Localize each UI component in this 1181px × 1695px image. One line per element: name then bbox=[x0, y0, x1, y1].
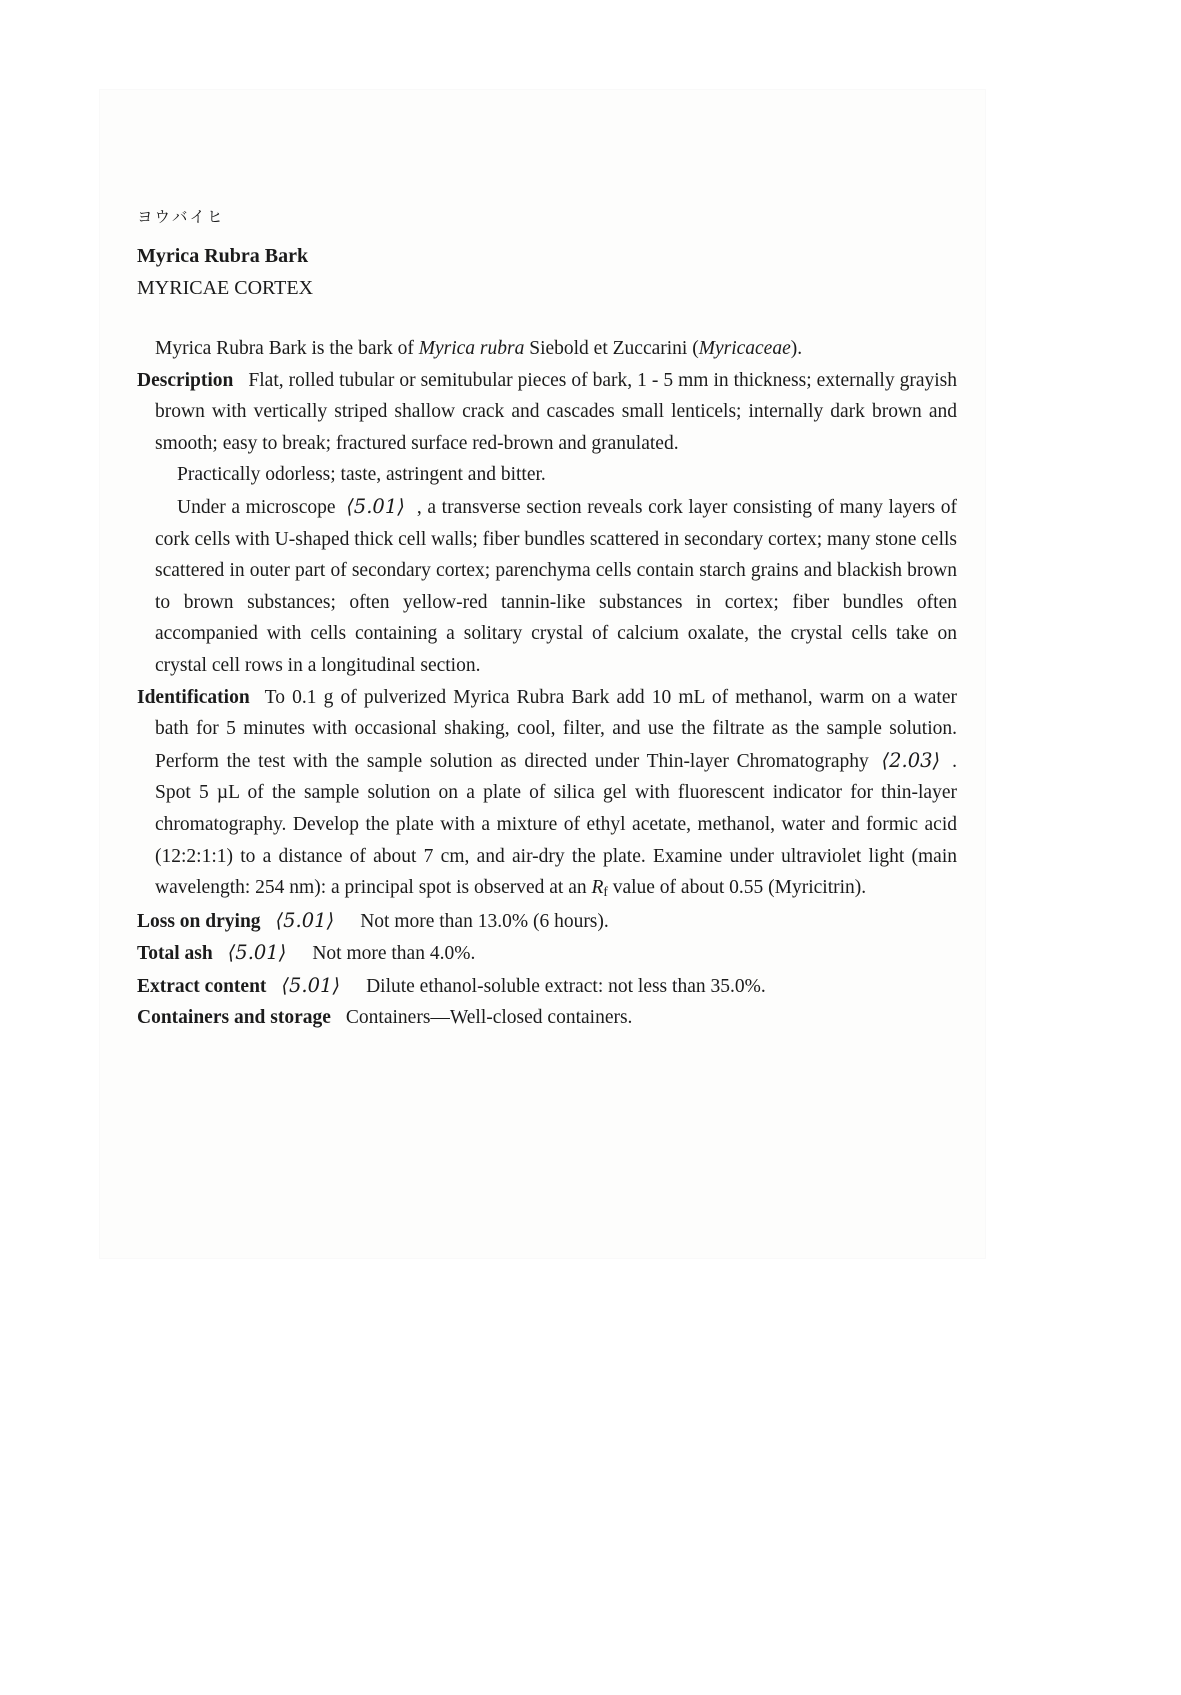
extract-content-text: Dilute ethanol-soluble extract: not less than 35.0%. bbox=[366, 975, 766, 997]
containers-storage-label: Containers and storage bbox=[137, 1007, 331, 1029]
loss-on-drying-label: Loss on drying bbox=[137, 910, 261, 932]
monograph-body bbox=[137, 333, 957, 1034]
extract-content-entry bbox=[137, 970, 957, 1003]
microscope-text: , a transverse section reveals cork layer consisting of many layers of cork cells with U-shaped thick cell walls; fiber bundles scattered in secondary cortex; many stone cells scattered in outer part of secondary cortex; parenchyma cells contain starch grains and blackish brown to brown substances; often yellow-red tannin-like substances in cortex; fiber bundles often accompanied with cells containing a solitary crystal of calcium oxalate, the crystal cells take on crystal cell rows in a longitudinal section. bbox=[155, 496, 957, 676]
document-page bbox=[100, 90, 985, 1258]
species-name-italic: Myrica rubra bbox=[418, 338, 525, 359]
identification-text: value of about 0.55 (Myricitrin). bbox=[607, 877, 867, 899]
section-ref-5-01: ⟨5.01⟩ bbox=[227, 941, 287, 965]
containers-storage-entry bbox=[137, 1002, 957, 1034]
intro-text: Siebold et Zuccarini ( bbox=[524, 338, 699, 359]
latin-title: MYRICAE CORTEX bbox=[137, 277, 314, 299]
rf-symbol: R bbox=[591, 877, 604, 899]
intro-paragraph bbox=[137, 333, 957, 365]
section-ref-5-01: ⟨5.01⟩ bbox=[275, 908, 335, 932]
identification-text: . Spot 5 µL of the sample solution on a plate of silica gel with fluorescent indicator for thin-layer chromatography. Develop the plate with a mixture of ethyl acetate, methanol, water and formic acid (12:2:1:1) to a distance of about 7 cm, and air-dry the plate. Examine under ultraviolet light (main wavelength: 254 nm): a principal spot is observed at an bbox=[155, 750, 957, 899]
description-entry bbox=[137, 365, 957, 460]
section-ref-5-01: ⟨5.01⟩ bbox=[281, 973, 341, 997]
extract-content-label: Extract content bbox=[137, 975, 267, 997]
document-content bbox=[100, 90, 985, 1034]
family-name-italic: Myricaceae bbox=[698, 338, 791, 359]
odor-text: Practically odorless; taste, astringent and bitter. bbox=[177, 464, 546, 486]
kana-title: ヨウバイヒ bbox=[137, 208, 225, 226]
containers-storage-text: Containers—Well-closed containers. bbox=[345, 1007, 633, 1029]
microscope-text: Under a microscope bbox=[177, 496, 342, 518]
total-ash-entry bbox=[137, 937, 957, 970]
identification-text: To 0.1 g of pulverized Myrica Rubra Bark add 10 mL of methanol, warm on a water bath for 5 minutes with occasional shaking, cool, filter, and use the filtrate as the sample solution. Perform the test with the sample solution as directed under Thin-layer Chromatography bbox=[155, 686, 957, 772]
description-subparagraph-microscope bbox=[155, 491, 957, 682]
rf-subscript: f bbox=[603, 884, 608, 899]
description-subparagraph-odor bbox=[155, 459, 957, 491]
monograph-title: Myrica Rubra Bark bbox=[137, 245, 309, 267]
intro-text: Myrica Rubra Bark is the bark of bbox=[155, 338, 419, 359]
section-ref-5-01: ⟨5.01⟩ bbox=[346, 494, 405, 518]
total-ash-text: Not more than 4.0%. bbox=[312, 943, 476, 965]
total-ash-label: Total ash bbox=[137, 943, 213, 965]
description-label: Description bbox=[137, 369, 234, 391]
loss-on-drying-entry bbox=[137, 905, 957, 938]
loss-on-drying-text: Not more than 13.0% (6 hours). bbox=[360, 910, 609, 932]
section-ref-2-03: ⟨2.03⟩ bbox=[881, 748, 941, 772]
intro-text: ). bbox=[790, 338, 803, 359]
identification-label: Identification bbox=[137, 686, 250, 708]
description-text: Flat, rolled tubular or semitubular pieces of bark, 1 - 5 mm in thickness; externally grayish brown with vertically striped shallow crack and cascades small lenticels; internally dark brown and smooth; easy to break; fractured surface red-brown and granulated. bbox=[155, 369, 957, 454]
identification-entry bbox=[137, 682, 957, 905]
